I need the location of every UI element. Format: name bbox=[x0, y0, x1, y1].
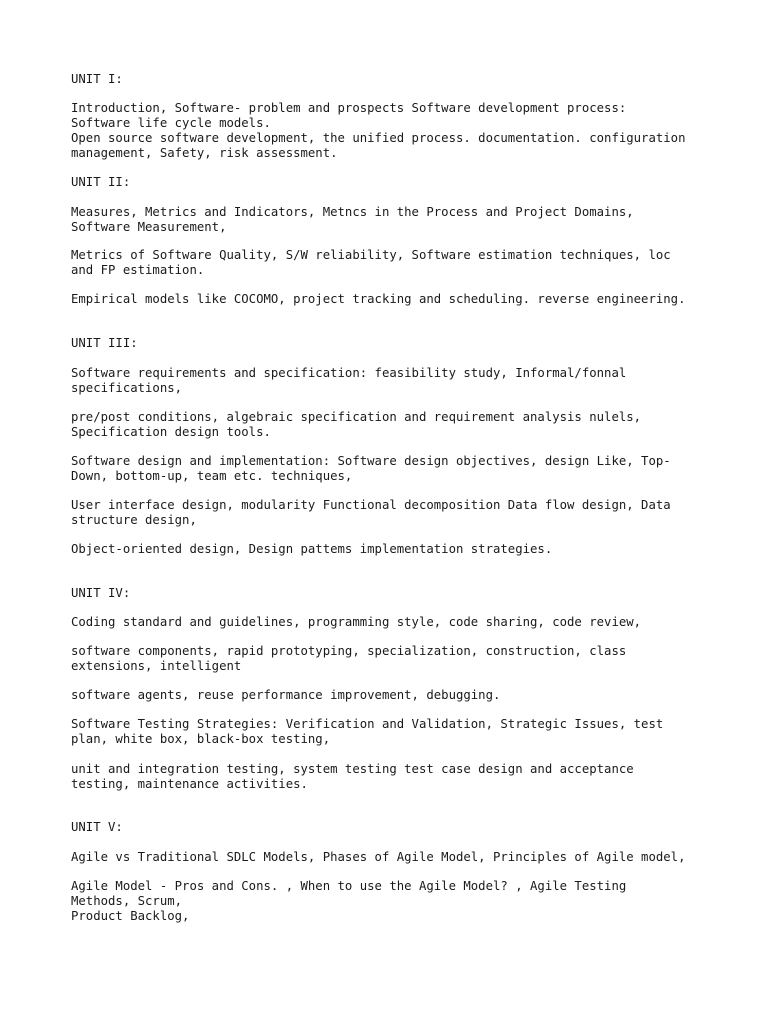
unit-4-line-7: unit and integration testing, system testing test case design and acceptance bbox=[71, 762, 634, 776]
unit-3-line-5: Software design and implementation: Software design objectives, design Like, Top- bbox=[71, 454, 671, 468]
unit-5-line-2: Agile Model - Pros and Cons. , When to use the Agile Model? , Agile Testing bbox=[71, 879, 627, 893]
unit-4-line-6: plan, white box, black-box testing, bbox=[71, 732, 331, 746]
unit-1-heading: UNIT I: bbox=[71, 72, 123, 86]
unit-5-line-4: Product Backlog, bbox=[71, 909, 190, 923]
unit-2-heading: UNIT II: bbox=[71, 175, 131, 189]
unit-2-line-2: Software Measurement, bbox=[71, 220, 227, 234]
unit-5-line-1: Agile vs Traditional SDLC Models, Phases of Agile Model, Principles of Agile model, bbox=[71, 850, 686, 864]
unit-4-heading: UNIT IV: bbox=[71, 586, 131, 600]
unit-1-line-2: Software life cycle models. bbox=[71, 116, 271, 130]
unit-1-line-1: Introduction, Software- problem and prospects Software development process: bbox=[71, 101, 627, 115]
unit-3-line-8: structure design, bbox=[71, 513, 197, 527]
unit-4-line-1: Coding standard and guidelines, programming style, code sharing, code review, bbox=[71, 615, 642, 629]
unit-3-line-3: pre/post conditions, algebraic specification and requirement analysis nulels, bbox=[71, 410, 642, 424]
unit-2-line-5: Empirical models like COCOMO, project tracking and scheduling. reverse engineering. bbox=[71, 292, 686, 306]
unit-3-line-1: Software requirements and specification: feasibility study, Informal/fonnal bbox=[71, 366, 627, 380]
unit-5-line-3: Methods, Scrum, bbox=[71, 894, 183, 908]
unit-4-line-8: testing, maintenance activities. bbox=[71, 777, 308, 791]
unit-4-line-5: Software Testing Strategies: Verification and Validation, Strategic Issues, test bbox=[71, 717, 664, 731]
unit-4-line-4: software agents, reuse performance improvement, debugging. bbox=[71, 688, 501, 702]
unit-5-heading: UNIT V: bbox=[71, 820, 123, 834]
unit-2-line-4: and FP estimation. bbox=[71, 263, 205, 277]
unit-3-line-9: Object-oriented design, Design pattems implementation strategies. bbox=[71, 542, 553, 556]
unit-3-line-6: Down, bottom-up, team etc. techniques, bbox=[71, 469, 353, 483]
unit-2-line-3: Metrics of Software Quality, S/W reliability, Software estimation techniques, loc bbox=[71, 248, 671, 262]
unit-4-line-3: extensions, intelligent bbox=[71, 659, 242, 673]
unit-3-line-7: User interface design, modularity Functional decomposition Data flow design, Data bbox=[71, 498, 671, 512]
unit-2-line-1: Measures, Metrics and Indicators, Metncs in the Process and Project Domains, bbox=[71, 205, 634, 219]
unit-4-line-2: software components, rapid prototyping, specialization, construction, class bbox=[71, 644, 627, 658]
unit-3-line-4: Specification design tools. bbox=[71, 425, 271, 439]
unit-1-line-3: Open source software development, the unified process. documentation. configuration bbox=[71, 131, 686, 145]
unit-3-line-2: specifications, bbox=[71, 381, 183, 395]
unit-3-heading: UNIT III: bbox=[71, 336, 138, 350]
unit-1-line-4: management, Safety, risk assessment. bbox=[71, 146, 338, 160]
